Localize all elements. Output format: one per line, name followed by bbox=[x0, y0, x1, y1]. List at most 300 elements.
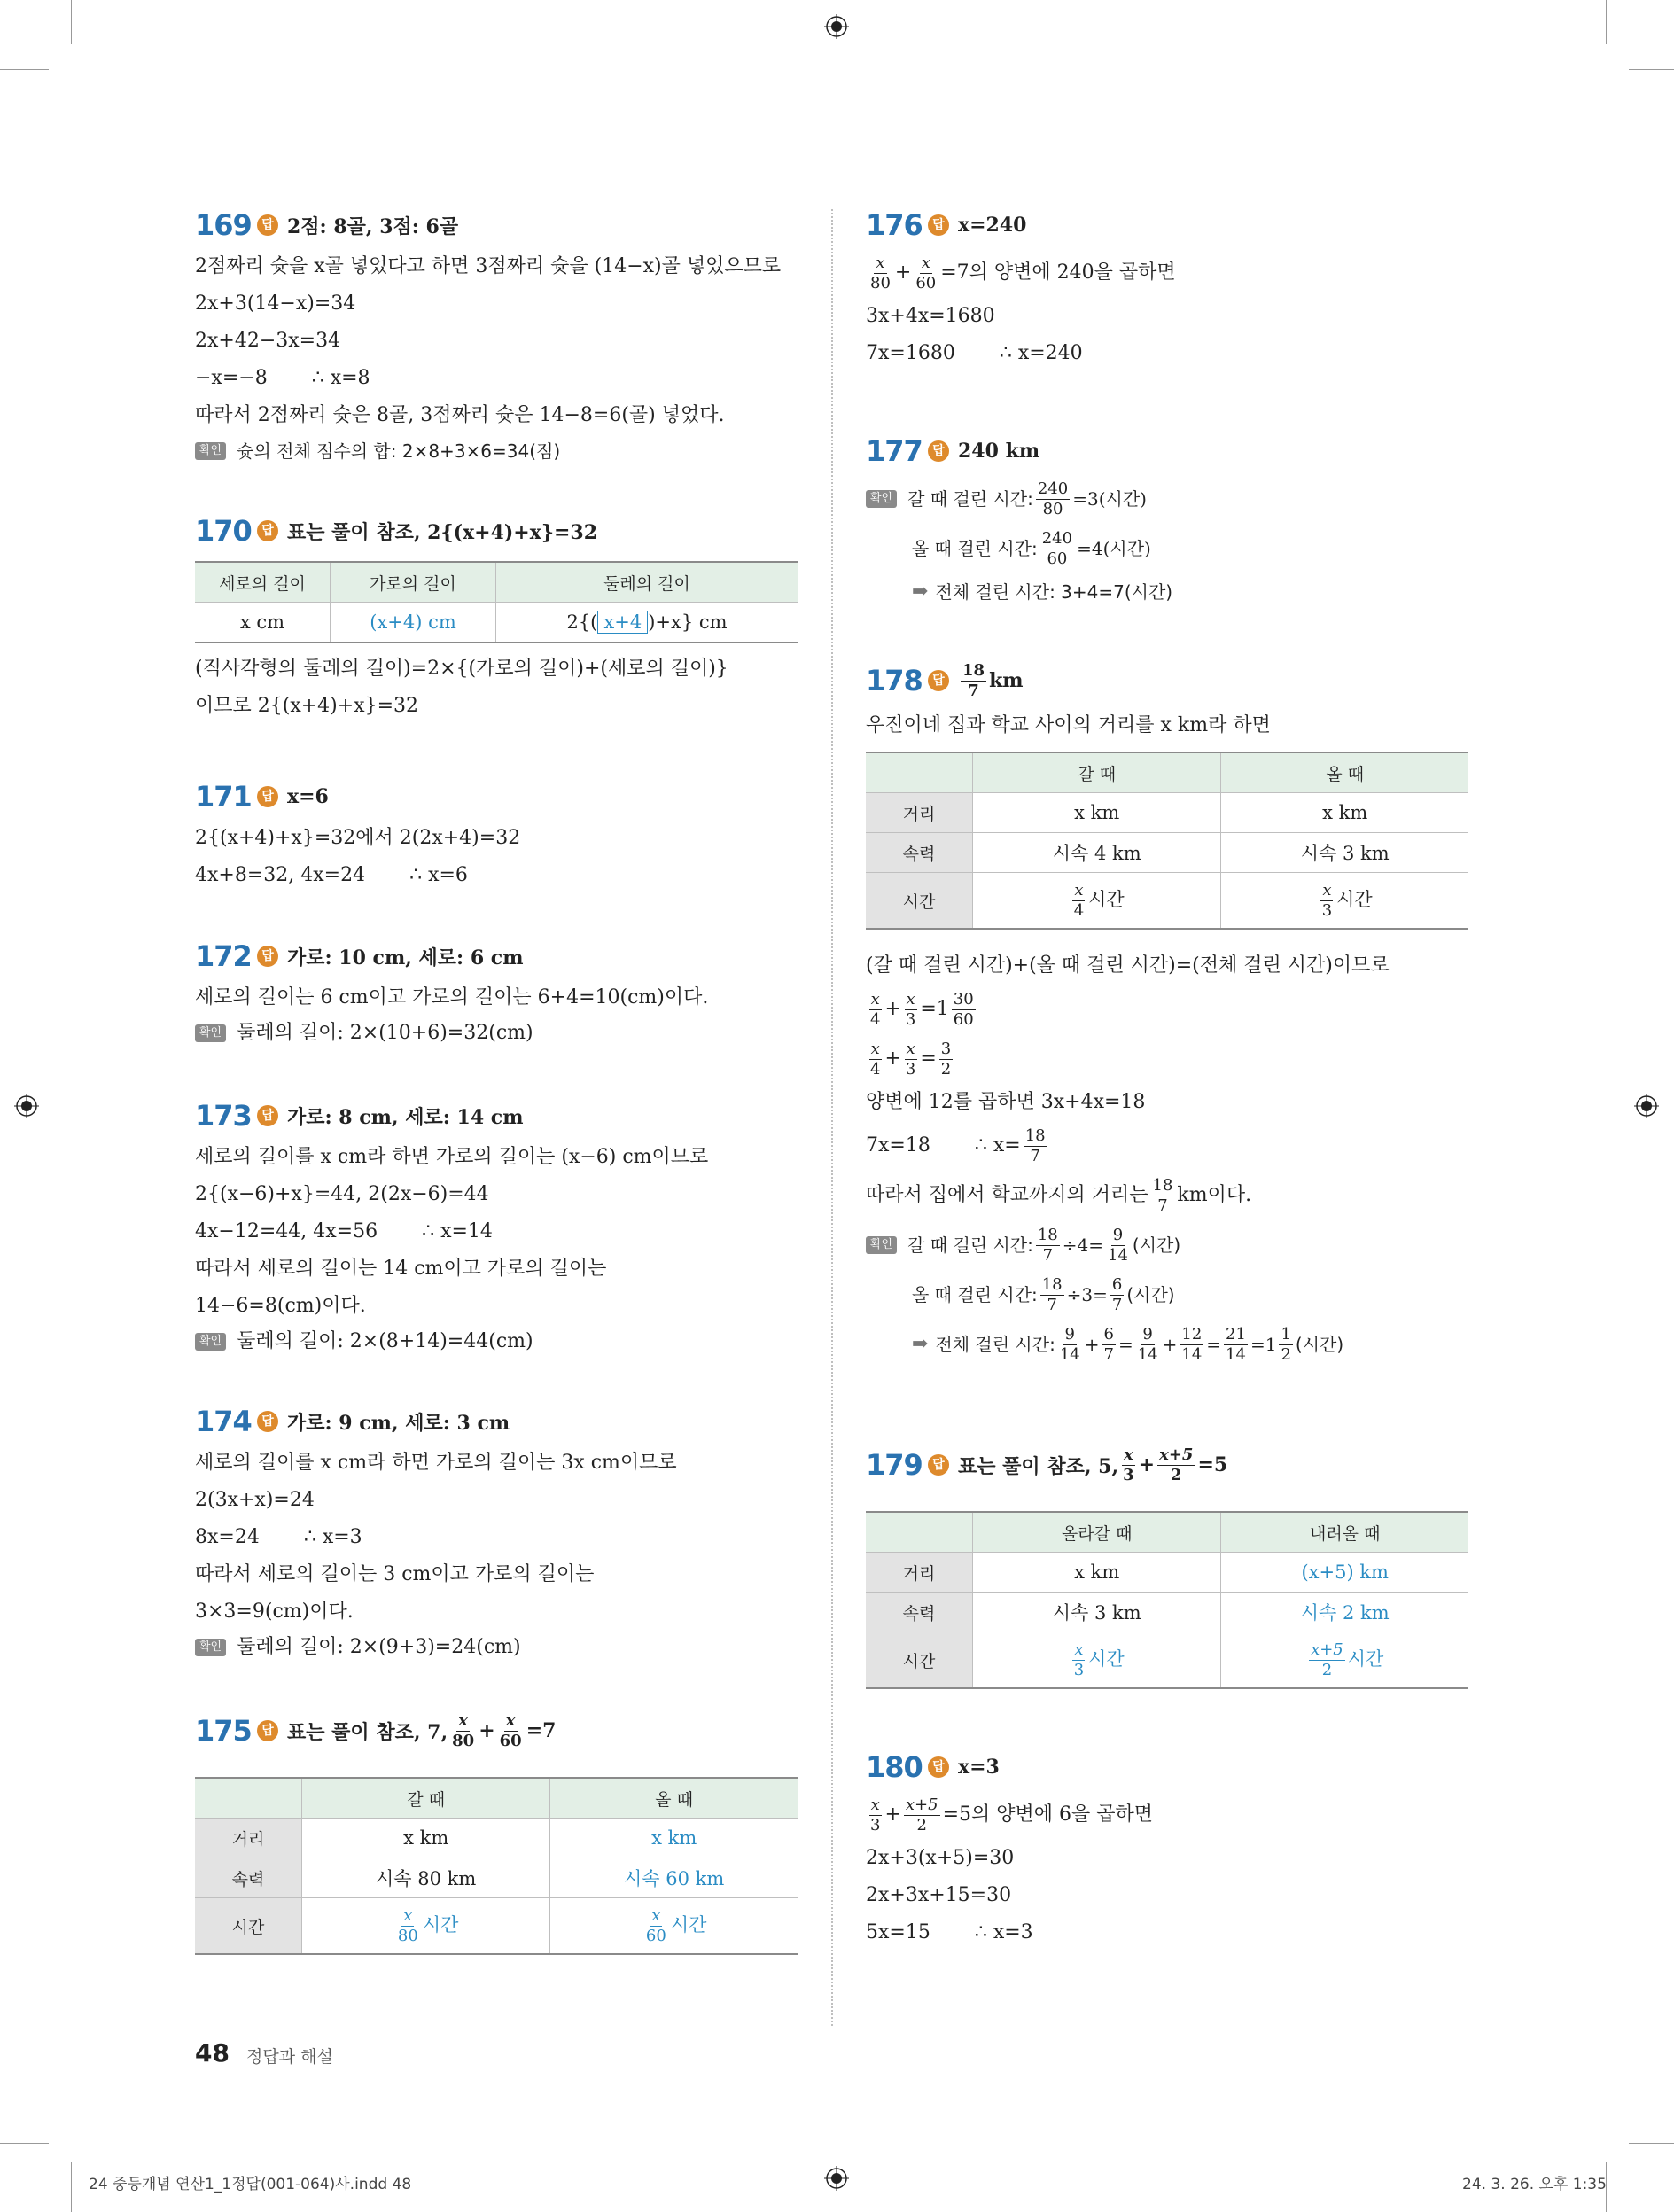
check-line bbox=[866, 474, 1468, 524]
table-header: 내려올 때 bbox=[1221, 1512, 1468, 1553]
numerator: x bbox=[651, 1905, 661, 1925]
text-line: 3×3=9(cm)이다. bbox=[195, 1601, 354, 1623]
check-text: 전체 걸린 시간: bbox=[935, 1334, 1055, 1355]
operator: =1 bbox=[920, 998, 949, 1020]
problem-header bbox=[866, 1744, 1468, 1790]
denominator: 3 bbox=[905, 1009, 916, 1029]
text-line bbox=[866, 1171, 1468, 1220]
column-divider bbox=[831, 209, 833, 2026]
fraction bbox=[1072, 881, 1086, 921]
equation-line: 2{(x−6)+x}=44, 2(2x−6)=44 bbox=[195, 1183, 489, 1205]
answer-text: 표는 풀이 참조, 7, bbox=[287, 1720, 448, 1744]
numerator: x+5 bbox=[1311, 1640, 1343, 1659]
fraction bbox=[450, 1711, 476, 1751]
table-cell: (x+4) cm bbox=[331, 603, 496, 643]
operator: =1 bbox=[1250, 1334, 1277, 1355]
problem-header bbox=[866, 202, 1468, 248]
denominator: 80 bbox=[397, 1926, 418, 1945]
denominator: 7 bbox=[1103, 1344, 1114, 1364]
numerator: x bbox=[876, 253, 885, 272]
problem-header bbox=[195, 1093, 798, 1139]
denominator: 7 bbox=[1157, 1196, 1168, 1215]
check-line bbox=[195, 1325, 798, 1359]
check-text: 전체 걸린 시간: 3+4=7(시간) bbox=[935, 581, 1173, 603]
equation-line bbox=[866, 335, 1468, 372]
denominator: 3 bbox=[870, 1815, 881, 1834]
arrow-right-icon: ➡ bbox=[912, 580, 929, 603]
cell-part: )+x} cm bbox=[648, 611, 728, 633]
row-header: 시간 bbox=[195, 1898, 302, 1955]
footer-title: 정답과 해설 bbox=[246, 2047, 333, 2067]
unit: 시간 bbox=[1347, 1647, 1384, 1670]
table-cell: x km bbox=[302, 1819, 550, 1858]
therefore: ∴ x=3 bbox=[974, 1921, 1033, 1943]
problem-header bbox=[195, 202, 798, 248]
unit: 시간 bbox=[1088, 1647, 1125, 1670]
answer-badge-icon: 답 bbox=[257, 946, 278, 967]
check-line bbox=[195, 1016, 798, 1050]
equation: 8x=24 bbox=[195, 1526, 260, 1548]
check-badge: 확인 bbox=[195, 1639, 226, 1656]
check-badge: 확인 bbox=[195, 1024, 226, 1042]
numerator: x+5 bbox=[1159, 1445, 1194, 1464]
problem-number: 170 bbox=[195, 514, 252, 548]
table-cell bbox=[973, 1632, 1221, 1689]
check-line bbox=[866, 573, 1468, 611]
fraction bbox=[1106, 1226, 1130, 1266]
text: km이다. bbox=[1177, 1184, 1252, 1206]
answer-text: =7 bbox=[526, 1719, 557, 1742]
equation: 7x=18 bbox=[866, 1134, 930, 1157]
check-text: =3(시간) bbox=[1072, 488, 1147, 510]
fraction bbox=[904, 1795, 940, 1835]
check-line: ➡ 전체 걸린 시간: $\frac{9}{14}$ + $\frac{6}{7}$ = $\frac{9}{14}$ + $\frac{12}{14}$ = $\frac{21}{14}$ =1 $\frac{1}{2}$ (시간) bbox=[866, 1320, 1468, 1369]
denominator: 3 bbox=[1073, 1660, 1085, 1679]
denominator: 14 bbox=[1226, 1344, 1246, 1364]
equation: 4x+8=32, 4x=24 bbox=[195, 864, 366, 886]
check-badge: 확인 bbox=[195, 1333, 226, 1351]
table-cell: 시속 60 km bbox=[550, 1858, 798, 1898]
equation-line bbox=[195, 1213, 798, 1250]
problem-177 bbox=[866, 428, 1468, 654]
operator: + bbox=[884, 1803, 901, 1826]
unit: 시간 bbox=[422, 1913, 459, 1936]
problem-number: 171 bbox=[195, 780, 252, 814]
text-line: (갈 때 걸린 시간)+(올 때 걸린 시간)=(전체 걸린 시간)이므로 bbox=[866, 954, 1390, 977]
fraction bbox=[396, 1906, 420, 1946]
fraction bbox=[1136, 1325, 1160, 1365]
numerator: x bbox=[1074, 880, 1084, 900]
therefore: ∴ x=6 bbox=[409, 864, 468, 886]
denominator: 3 bbox=[1123, 1465, 1134, 1484]
problem-number: 175 bbox=[195, 1714, 252, 1748]
operator: ÷4= bbox=[1062, 1235, 1104, 1256]
operator: + bbox=[894, 261, 912, 284]
denominator: 4 bbox=[870, 1009, 881, 1029]
fraction bbox=[1040, 1275, 1064, 1315]
table-header bbox=[195, 1778, 302, 1819]
table-row bbox=[195, 1819, 798, 1858]
unit: (시간) bbox=[1295, 1334, 1344, 1355]
table-cell: (x+5) km bbox=[1221, 1553, 1468, 1593]
check-badge: 확인 bbox=[195, 442, 226, 460]
crop-mark bbox=[0, 69, 49, 70]
check-line bbox=[195, 434, 798, 468]
numerator: 12 bbox=[1181, 1324, 1203, 1344]
check-text: 갈 때 걸린 시간: bbox=[907, 1235, 1033, 1256]
check-text: 슛의 전체 점수의 합: 2×8+3×6=34(점) bbox=[237, 440, 561, 462]
fraction bbox=[1157, 1445, 1195, 1485]
answer: 가로: 9 cm, 세로: 3 cm bbox=[287, 1411, 510, 1435]
fraction bbox=[1151, 1176, 1175, 1216]
numerator: 6 bbox=[1103, 1324, 1114, 1344]
check-line bbox=[866, 524, 1468, 573]
table-header-row bbox=[195, 562, 798, 603]
text-line: 따라서 2점짜리 슛은 8골, 3점짜리 슛은 14−8=6(골) 넣었다. bbox=[195, 404, 725, 426]
unit: 시간 bbox=[1088, 888, 1125, 910]
table-header: 올 때 bbox=[550, 1778, 798, 1819]
fraction bbox=[868, 253, 892, 293]
answer: x=240 bbox=[958, 214, 1027, 237]
right-column bbox=[866, 202, 1468, 1951]
data-table bbox=[195, 1777, 798, 1955]
cell-part: 2{( bbox=[566, 611, 598, 633]
numerator: 18 bbox=[1024, 1125, 1046, 1145]
denominator: 2 bbox=[1321, 1660, 1333, 1679]
problem-header bbox=[866, 654, 1468, 707]
answer: x=6 bbox=[287, 785, 329, 808]
answer-badge-icon: 답 bbox=[928, 214, 949, 236]
problem-header bbox=[195, 1398, 798, 1445]
data-table bbox=[866, 1511, 1468, 1689]
table-header: 세로의 길이 bbox=[195, 562, 331, 603]
table-row bbox=[866, 873, 1468, 930]
denominator: 60 bbox=[953, 1009, 974, 1029]
equation-line: $\frac{x}{4}$ + $\frac{x}{3}$ = $\frac{3}{2}$ bbox=[866, 1034, 1468, 1084]
problem-header bbox=[195, 933, 798, 979]
text: =7의 양변에 240을 곱하면 bbox=[940, 261, 1176, 284]
arrow-right-icon: ➡ bbox=[912, 1333, 929, 1355]
problem-number: 177 bbox=[866, 434, 923, 468]
answer-badge-icon: 답 bbox=[257, 214, 278, 236]
row-header: 거리 bbox=[866, 1553, 973, 1593]
registration-mark-icon bbox=[14, 1094, 39, 1118]
numerator: 9 bbox=[1064, 1324, 1075, 1344]
table-cell bbox=[1221, 1632, 1468, 1689]
answer-text: =5 bbox=[1197, 1453, 1228, 1476]
numerator: 18 bbox=[1041, 1274, 1063, 1294]
answer-badge-icon: 답 bbox=[257, 1411, 278, 1432]
check-text: 둘레의 길이: 2×(8+14)=44(cm) bbox=[237, 1330, 533, 1352]
therefore: ∴ x=240 bbox=[999, 342, 1083, 364]
equation-line: $\frac{x}{4}$ + $\frac{x}{3}$ =1 $\frac{30}{60}$ bbox=[866, 985, 1468, 1034]
problem-169 bbox=[195, 202, 798, 508]
problem-number: 173 bbox=[195, 1099, 252, 1133]
equation-line: 3x+4x=1680 bbox=[866, 305, 995, 327]
row-header: 거리 bbox=[866, 793, 973, 833]
fraction bbox=[1024, 1126, 1047, 1166]
answer bbox=[958, 661, 1024, 701]
problem-header bbox=[866, 428, 1468, 474]
text-line: 우진이네 집과 학교 사이의 거리를 x km라 하면 bbox=[866, 714, 1271, 736]
table-row bbox=[195, 1898, 798, 1955]
table-header-row bbox=[866, 752, 1468, 793]
problem-170 bbox=[195, 508, 798, 774]
answer: 표는 풀이 참조, 2{(x+4)+x}=32 bbox=[287, 520, 598, 544]
fraction bbox=[939, 1040, 953, 1079]
fraction bbox=[644, 1906, 668, 1946]
table-cell: 시속 2 km bbox=[1221, 1593, 1468, 1632]
denominator: 60 bbox=[499, 1731, 522, 1750]
fraction bbox=[868, 1040, 882, 1079]
registration-mark-icon bbox=[1634, 1094, 1659, 1118]
check-text: =4(시간) bbox=[1077, 538, 1151, 559]
table-header: 둘레의 길이 bbox=[495, 562, 798, 603]
text-line: 세로의 길이를 x cm라 하면 가로의 길이는 (x−6) cm이므로 bbox=[195, 1146, 709, 1168]
crop-mark bbox=[1606, 0, 1607, 44]
answer-badge-icon: 답 bbox=[928, 440, 949, 462]
fraction bbox=[1320, 881, 1334, 921]
numerator: x bbox=[921, 253, 930, 272]
table-cell: x km bbox=[1221, 793, 1468, 833]
table-row bbox=[866, 793, 1468, 833]
therefore: ∴ x=3 bbox=[303, 1526, 362, 1548]
text-line: 세로의 길이를 x cm라 하면 가로의 길이는 3x cm이므로 bbox=[195, 1452, 677, 1474]
text-line: (직사각형의 둘레의 길이)=2×{(가로의 길이)+(세로의 길이)} bbox=[195, 658, 728, 680]
crop-mark bbox=[71, 2162, 72, 2212]
table-header: 가로의 길이 bbox=[331, 562, 496, 603]
unit: km bbox=[989, 669, 1024, 692]
fraction bbox=[1072, 1640, 1086, 1680]
answer bbox=[958, 1445, 1227, 1485]
denominator: 14 bbox=[1137, 1344, 1158, 1364]
crop-mark bbox=[1629, 2143, 1674, 2144]
denominator: 4 bbox=[1073, 900, 1085, 920]
therefore: ∴ x=8 bbox=[311, 367, 370, 389]
unit: 시간 bbox=[1336, 888, 1373, 910]
row-header: 시간 bbox=[866, 873, 973, 930]
fraction bbox=[904, 990, 917, 1030]
problem-174 bbox=[195, 1398, 798, 1704]
check-text: 둘레의 길이: 2×(9+3)=24(cm) bbox=[237, 1636, 521, 1658]
table-row bbox=[195, 1858, 798, 1898]
answer-badge-icon: 답 bbox=[257, 786, 278, 807]
table-cell: 시속 3 km bbox=[973, 1593, 1221, 1632]
denominator: 7 bbox=[1047, 1295, 1057, 1314]
table-cell bbox=[550, 1898, 798, 1955]
numerator: 18 bbox=[1037, 1225, 1058, 1244]
numerator: x+5 bbox=[905, 1795, 938, 1814]
answer-badge-icon: 답 bbox=[257, 520, 278, 541]
numerator: x bbox=[870, 1039, 880, 1058]
problem-number: 178 bbox=[866, 664, 923, 697]
fraction bbox=[868, 990, 882, 1030]
denominator: 14 bbox=[1181, 1344, 1203, 1364]
left-column bbox=[195, 202, 798, 1955]
problem-number: 172 bbox=[195, 939, 252, 973]
answer: 2점: 8골, 3점: 6골 bbox=[287, 214, 459, 238]
text-line: 14−6=8(cm)이다. bbox=[195, 1295, 366, 1317]
fraction bbox=[1279, 1325, 1292, 1365]
check-badge: 확인 bbox=[866, 490, 897, 508]
unit: (시간) bbox=[1126, 1284, 1175, 1305]
crop-mark bbox=[71, 0, 72, 44]
therefore: ∴ x=14 bbox=[422, 1220, 493, 1242]
numerator: x bbox=[870, 989, 880, 1009]
table-row bbox=[195, 603, 798, 643]
table-header: 올 때 bbox=[1221, 752, 1468, 793]
problem-172 bbox=[195, 933, 798, 1093]
fraction bbox=[1036, 1226, 1060, 1266]
table-cell bbox=[1221, 873, 1468, 930]
fraction bbox=[1058, 1325, 1082, 1365]
numerator: 18 bbox=[1152, 1175, 1173, 1195]
numerator: 6 bbox=[1111, 1274, 1123, 1294]
equation-line bbox=[866, 1790, 1468, 1840]
row-header: 속력 bbox=[866, 1593, 973, 1632]
text: 따라서 집에서 학교까지의 거리는 bbox=[866, 1184, 1148, 1206]
operator: + bbox=[1138, 1453, 1156, 1476]
crop-mark bbox=[1629, 69, 1674, 70]
answer-badge-icon: 답 bbox=[257, 1105, 278, 1126]
table-row bbox=[866, 1632, 1468, 1689]
problem-header bbox=[195, 774, 798, 820]
fraction bbox=[1040, 529, 1074, 569]
table-cell: x km bbox=[973, 1553, 1221, 1593]
text-line: 이므로 2{(x+4)+x}=32 bbox=[195, 695, 419, 717]
numerator: x bbox=[906, 989, 915, 1009]
answer-badge-icon: 답 bbox=[928, 670, 949, 691]
fraction bbox=[1309, 1640, 1345, 1680]
table-cell: 시속 3 km bbox=[1221, 833, 1468, 873]
equation-line bbox=[866, 1914, 1468, 1951]
fraction bbox=[952, 990, 976, 1030]
table-cell: x km bbox=[973, 793, 1221, 833]
answer bbox=[287, 1711, 556, 1751]
denominator: 2 bbox=[916, 1815, 927, 1834]
equation-line bbox=[866, 248, 1468, 298]
table-cell: 시속 80 km bbox=[302, 1858, 550, 1898]
table-header bbox=[866, 752, 973, 793]
fraction bbox=[498, 1711, 524, 1751]
denominator: 14 bbox=[1059, 1344, 1080, 1364]
numerator: 21 bbox=[1226, 1324, 1246, 1344]
check-text: 올 때 걸린 시간: bbox=[912, 538, 1038, 559]
table-header-row bbox=[866, 1512, 1468, 1553]
problem-176 bbox=[866, 202, 1468, 428]
fraction bbox=[1180, 1325, 1203, 1365]
text-line: 세로의 길이는 6 cm이고 가로의 길이는 6+4=10(cm)이다. bbox=[195, 986, 709, 1009]
table-row bbox=[866, 833, 1468, 873]
problem-number: 169 bbox=[195, 208, 252, 242]
denominator: 7 bbox=[1030, 1146, 1040, 1165]
problem-178 bbox=[866, 654, 1468, 1438]
check-text: 둘레의 길이: 2×(10+6)=32(cm) bbox=[237, 1022, 533, 1044]
unit: (시간) bbox=[1132, 1235, 1181, 1256]
registration-mark-icon bbox=[824, 2166, 849, 2191]
problem-175 bbox=[195, 1704, 798, 1955]
text-line: 2점짜리 슛을 x골 넣었다고 하면 3점짜리 슛을 (14−x)골 넣었으므로 bbox=[195, 255, 782, 277]
problem-number: 176 bbox=[866, 208, 923, 242]
problem-number: 179 bbox=[866, 1448, 923, 1482]
numerator: x bbox=[505, 1710, 516, 1730]
page-number: 48 bbox=[195, 2038, 230, 2068]
data-table bbox=[866, 752, 1468, 930]
denominator: 7 bbox=[1042, 1245, 1054, 1265]
denominator: 2 bbox=[1281, 1344, 1291, 1364]
denominator: 2 bbox=[940, 1059, 952, 1079]
problem-header bbox=[195, 508, 798, 554]
denominator: 60 bbox=[915, 273, 937, 292]
numerator: 3 bbox=[940, 1039, 952, 1058]
problem-171 bbox=[195, 774, 798, 933]
table-header: 올라갈 때 bbox=[973, 1512, 1221, 1553]
fraction bbox=[1102, 1325, 1115, 1365]
fraction bbox=[961, 661, 986, 701]
text: =5의 양변에 6을 곱하면 bbox=[942, 1803, 1154, 1826]
table-cell bbox=[495, 603, 798, 643]
unit: 시간 bbox=[670, 1913, 707, 1936]
table-header bbox=[866, 1512, 973, 1553]
numerator: x bbox=[1074, 1640, 1084, 1659]
therefore: ∴ x= bbox=[974, 1134, 1021, 1157]
denominator: 3 bbox=[1321, 900, 1333, 920]
table-cell bbox=[973, 873, 1221, 930]
table-header: 갈 때 bbox=[302, 1778, 550, 1819]
row-header: 거리 bbox=[195, 1819, 302, 1858]
numerator: 1 bbox=[1281, 1324, 1291, 1344]
problem-173 bbox=[195, 1093, 798, 1398]
denominator: 4 bbox=[870, 1059, 881, 1079]
problem-number: 174 bbox=[195, 1405, 252, 1438]
print-info-left: 24 중등개념 연산1_1정답(001-064)사.indd 48 bbox=[89, 2176, 412, 2193]
numerator: x bbox=[870, 1795, 880, 1814]
equation: −x=−8 bbox=[195, 367, 268, 389]
denominator: 7 bbox=[968, 681, 979, 700]
fraction bbox=[914, 253, 938, 293]
numerator: 240 bbox=[1037, 479, 1069, 498]
numerator: 240 bbox=[1041, 528, 1073, 548]
equation: 5x=15 bbox=[866, 1921, 930, 1943]
operator: ÷3= bbox=[1066, 1284, 1108, 1305]
check-line bbox=[866, 1220, 1468, 1270]
numerator: x bbox=[906, 1039, 915, 1058]
row-header: 속력 bbox=[866, 833, 973, 873]
fraction bbox=[1036, 479, 1070, 519]
numerator: x bbox=[1124, 1445, 1133, 1464]
equation: 7x=1680 bbox=[866, 342, 955, 364]
numerator: 30 bbox=[953, 989, 974, 1009]
numerator: x bbox=[403, 1905, 413, 1925]
row-header: 속력 bbox=[195, 1858, 302, 1898]
check-badge: 확인 bbox=[866, 1236, 897, 1254]
fraction bbox=[868, 1795, 882, 1835]
answer-badge-icon: 답 bbox=[928, 1454, 949, 1476]
problem-header bbox=[195, 1704, 798, 1757]
denominator: 60 bbox=[1047, 549, 1068, 568]
data-table bbox=[195, 561, 798, 643]
table-row bbox=[866, 1553, 1468, 1593]
operator: = bbox=[920, 1048, 937, 1070]
equation-line: 2x+3(x+5)=30 bbox=[866, 1847, 1015, 1869]
text-line: 양변에 12를 곱하면 3x+4x=18 bbox=[866, 1091, 1146, 1113]
check-text: 올 때 걸린 시간: bbox=[912, 1284, 1038, 1305]
table-header-row bbox=[195, 1778, 798, 1819]
table-cell: x cm bbox=[195, 603, 331, 643]
numerator: 9 bbox=[1112, 1225, 1124, 1244]
crop-mark bbox=[0, 2143, 49, 2144]
check-text: 갈 때 걸린 시간: bbox=[907, 488, 1033, 510]
